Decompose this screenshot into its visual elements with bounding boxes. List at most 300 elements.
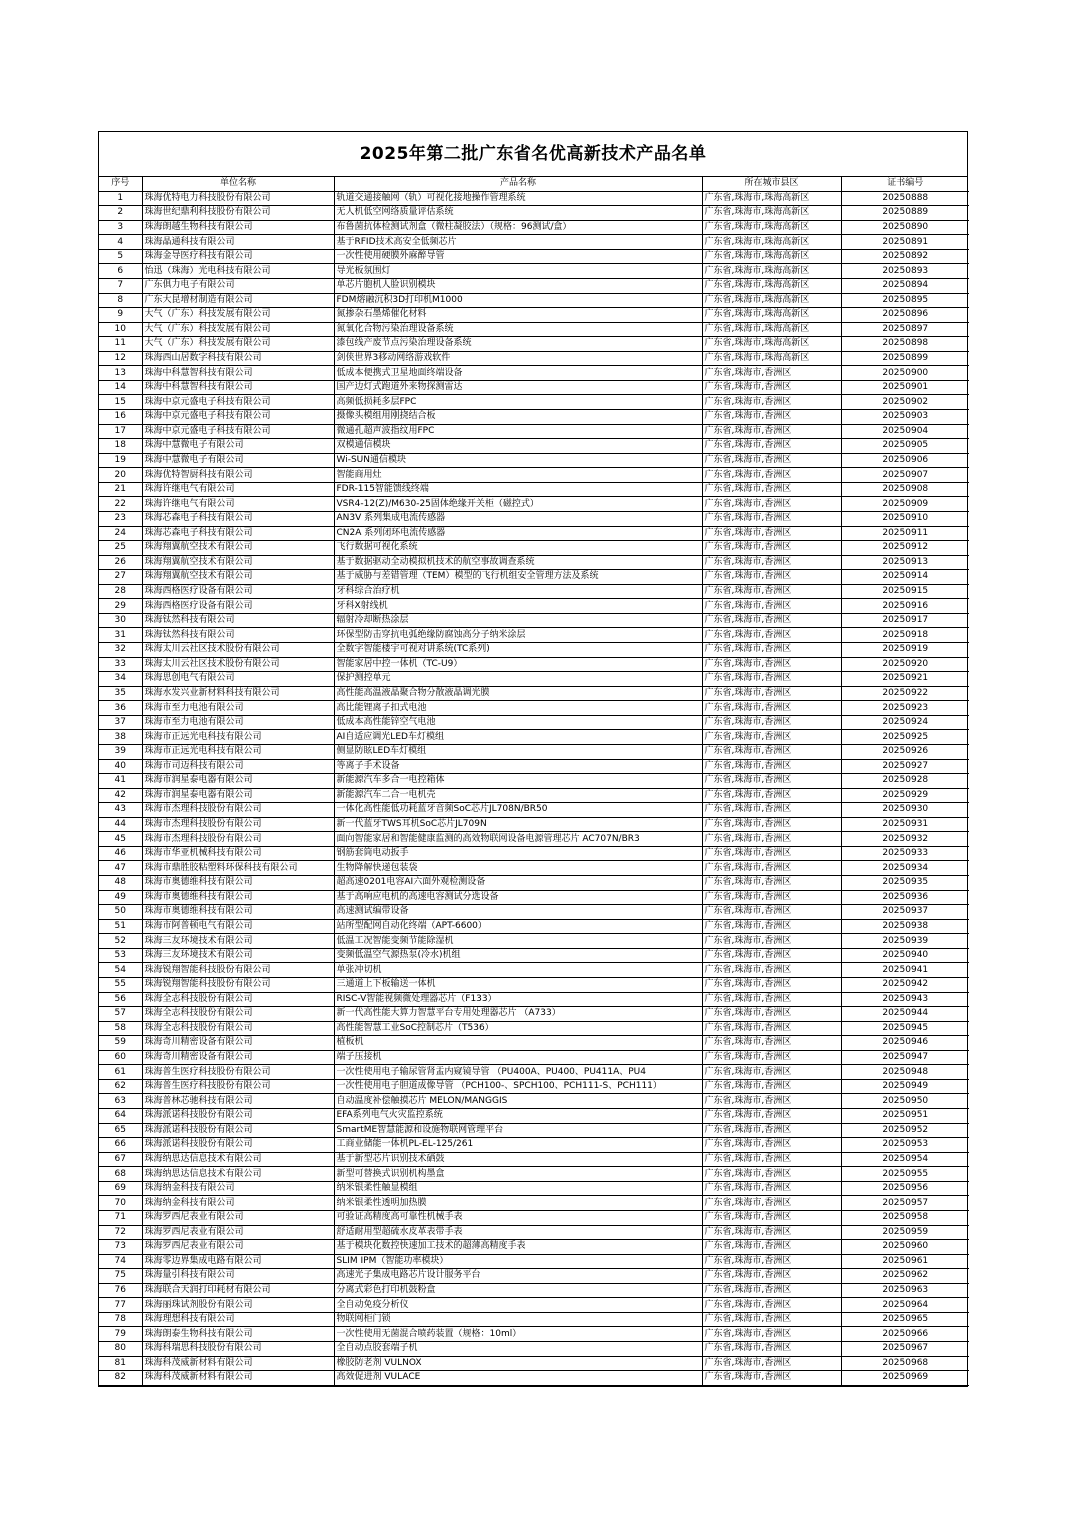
unit-name-cell: 珠海市至力电池有限公司: [142, 701, 334, 716]
product-name-cell: FDR-115智能馈线终端: [334, 482, 702, 497]
city-district-cell: 广东省,珠海市,香洲区: [702, 1036, 841, 1051]
seq-cell: 8: [99, 293, 142, 308]
city-district-cell: 广东省,珠海市,珠海高新区: [702, 322, 841, 337]
table-row: [99, 482, 969, 497]
certificate-no-cell: 20250937: [841, 905, 969, 920]
product-name-cell: 低成本便携式卫星地面终端设备: [334, 366, 702, 381]
city-district-cell: 广东省,珠海市,香洲区: [702, 876, 841, 891]
city-district-cell: 广东省,珠海市,香洲区: [702, 1065, 841, 1080]
unit-name-cell: 珠海罗西尼表业有限公司: [142, 1240, 334, 1255]
table-row: [99, 1109, 969, 1124]
seq-cell: 42: [99, 788, 142, 803]
certificate-no-cell: 20250913: [841, 555, 969, 570]
certificate-no-cell: 20250891: [841, 235, 969, 250]
city-district-cell: 广东省,珠海市,香洲区: [702, 1079, 841, 1094]
seq-cell: 3: [99, 220, 142, 235]
unit-name-cell: 珠海纳思达信息技术有限公司: [142, 1167, 334, 1182]
city-district-cell: 广东省,珠海市,珠海高新区: [702, 206, 841, 221]
unit-name-cell: 珠海丽珠试剂股份有限公司: [142, 1298, 334, 1313]
seq-cell: 1: [99, 191, 142, 206]
unit-name-cell: 珠海中科慧智科技有限公司: [142, 380, 334, 395]
city-district-cell: 广东省,珠海市,香洲区: [702, 1269, 841, 1284]
certificate-no-cell: 20250938: [841, 919, 969, 934]
city-district-cell: 广东省,珠海市,珠海高新区: [702, 278, 841, 293]
product-name-cell: EFA系列电气火灾监控系统: [334, 1109, 702, 1124]
product-name-cell: 分离式彩色打印机鼓粉盒: [334, 1283, 702, 1298]
unit-name-cell: 珠海市润星泰电器有限公司: [142, 774, 334, 789]
header-seq: 序号: [99, 177, 142, 191]
certificate-no-cell: 20250906: [841, 453, 969, 468]
unit-name-cell: 珠海中京元盛电子科技有限公司: [142, 410, 334, 425]
certificate-no-cell: 20250893: [841, 264, 969, 279]
seq-cell: 9: [99, 308, 142, 323]
table-row: [99, 337, 969, 352]
unit-name-cell: 珠海普生医疗科技股份有限公司: [142, 1079, 334, 1094]
table-row: [99, 584, 969, 599]
product-name-cell: 高效促进剂 VULACE: [334, 1371, 702, 1386]
certificate-no-cell: 20250960: [841, 1240, 969, 1255]
product-name-cell: 牙科综合治疗机: [334, 584, 702, 599]
unit-name-cell: 珠海许继电气有限公司: [142, 482, 334, 497]
city-district-cell: 广东省,珠海市,香洲区: [702, 774, 841, 789]
certificate-no-cell: 20250894: [841, 278, 969, 293]
seq-cell: 44: [99, 817, 142, 832]
product-name-cell: 工商业储能一体机PL-EL-125/261: [334, 1138, 702, 1153]
table-row: [99, 1152, 969, 1167]
certificate-no-cell: 20250888: [841, 191, 969, 206]
unit-name-cell: 珠海锐翔智能科技股份有限公司: [142, 977, 334, 992]
product-name-cell: 可验证高精度高可靠性机械手表: [334, 1210, 702, 1225]
city-district-cell: 广东省,珠海市,香洲区: [702, 424, 841, 439]
seq-cell: 10: [99, 322, 142, 337]
seq-cell: 63: [99, 1094, 142, 1109]
certificate-no-cell: 20250941: [841, 963, 969, 978]
unit-name-cell: 珠海太川云社区技术股份有限公司: [142, 643, 334, 658]
table-row: [99, 1298, 969, 1313]
product-list-sheet: [98, 131, 968, 1387]
unit-name-cell: 珠海西格医疗设备有限公司: [142, 599, 334, 614]
table-row: [99, 1342, 969, 1357]
seq-cell: 54: [99, 963, 142, 978]
table-row: [99, 832, 969, 847]
unit-name-cell: 珠海翔翼航空技术有限公司: [142, 555, 334, 570]
seq-cell: 57: [99, 1007, 142, 1022]
certificate-no-cell: 20250947: [841, 1050, 969, 1065]
table-row: [99, 1167, 969, 1182]
product-name-cell: 单芯片胞机人脸识别模块: [334, 278, 702, 293]
table-row: [99, 1327, 969, 1342]
seq-cell: 70: [99, 1196, 142, 1211]
product-name-cell: 自动温度补偿触摸芯片 MELON/MANGGIS: [334, 1094, 702, 1109]
unit-name-cell: 珠海中慧微电子有限公司: [142, 453, 334, 468]
city-district-cell: 广东省,珠海市,香洲区: [702, 1021, 841, 1036]
table-row: [99, 1210, 969, 1225]
table-row: [99, 570, 969, 585]
certificate-no-cell: 20250905: [841, 439, 969, 454]
city-district-cell: 广东省,珠海市,珠海高新区: [702, 308, 841, 323]
product-name-cell: 一次性使用电子输尿管肾盂内窥镜导管 （PU400A、PU400、PU411A、PU4: [334, 1065, 702, 1080]
city-district-cell: 广东省,珠海市,香洲区: [702, 1094, 841, 1109]
city-district-cell: 广东省,珠海市,香洲区: [702, 468, 841, 483]
certificate-no-cell: 20250889: [841, 206, 969, 221]
product-name-cell: 高速测试编带设备: [334, 905, 702, 920]
city-district-cell: 广东省,珠海市,珠海高新区: [702, 235, 841, 250]
table-row: [99, 803, 969, 818]
unit-name-cell: 珠海纳思达信息技术有限公司: [142, 1152, 334, 1167]
certificate-no-cell: 20250921: [841, 672, 969, 687]
unit-name-cell: 珠海派诺科技股份有限公司: [142, 1123, 334, 1138]
certificate-no-cell: 20250908: [841, 482, 969, 497]
product-name-cell: 国产边灯式跑道外来物探测雷达: [334, 380, 702, 395]
city-district-cell: 广东省,珠海市,香洲区: [702, 788, 841, 803]
seq-cell: 82: [99, 1371, 142, 1386]
product-name-cell: 保护测控单元: [334, 672, 702, 687]
unit-name-cell: 珠海金导医疗科技有限公司: [142, 249, 334, 264]
city-district-cell: 广东省,珠海市,香洲区: [702, 628, 841, 643]
product-name-cell: 剑侠世界3移动网络游戏软件: [334, 351, 702, 366]
certificate-no-cell: 20250914: [841, 570, 969, 585]
table-row: [99, 453, 969, 468]
unit-name-cell: 珠海市奥德维科技有限公司: [142, 905, 334, 920]
table-row: [99, 468, 969, 483]
unit-name-cell: 珠海西格医疗设备有限公司: [142, 584, 334, 599]
certificate-no-cell: 20250969: [841, 1371, 969, 1386]
unit-name-cell: 珠海罗西尼表业有限公司: [142, 1225, 334, 1240]
product-name-cell: 牙科X射线机: [334, 599, 702, 614]
table-header-row: [99, 177, 969, 191]
city-district-cell: 广东省,珠海市,香洲区: [702, 453, 841, 468]
unit-name-cell: 珠海全志科技股份有限公司: [142, 1007, 334, 1022]
city-district-cell: 广东省,珠海市,珠海高新区: [702, 351, 841, 366]
header-city-district: 所在城市县区: [702, 177, 841, 191]
city-district-cell: 广东省,珠海市,珠海高新区: [702, 249, 841, 264]
certificate-no-cell: 20250954: [841, 1152, 969, 1167]
seq-cell: 71: [99, 1210, 142, 1225]
certificate-no-cell: 20250926: [841, 744, 969, 759]
product-name-cell: 导光板氛围灯: [334, 264, 702, 279]
product-name-cell: 纳米银柔性透明加热膜: [334, 1196, 702, 1211]
seq-cell: 78: [99, 1312, 142, 1327]
unit-name-cell: 珠海普生医疗科技股份有限公司: [142, 1065, 334, 1080]
table-row: [99, 1312, 969, 1327]
seq-cell: 15: [99, 395, 142, 410]
city-district-cell: 广东省,珠海市,香洲区: [702, 759, 841, 774]
city-district-cell: 广东省,珠海市,香洲区: [702, 526, 841, 541]
seq-cell: 80: [99, 1342, 142, 1357]
certificate-no-cell: 20250930: [841, 803, 969, 818]
product-name-cell: 新能源汽车二合一电机壳: [334, 788, 702, 803]
certificate-no-cell: 20250963: [841, 1283, 969, 1298]
unit-name-cell: 珠海三友环境技术有限公司: [142, 948, 334, 963]
certificate-no-cell: 20250942: [841, 977, 969, 992]
product-name-cell: 微通孔超声波指纹用FPC: [334, 424, 702, 439]
city-district-cell: 广东省,珠海市,香洲区: [702, 686, 841, 701]
unit-name-cell: 珠海联合天润打印耗材有限公司: [142, 1283, 334, 1298]
table-row: [99, 1079, 969, 1094]
unit-name-cell: 珠海科茂威新材料有限公司: [142, 1371, 334, 1386]
table-row: [99, 395, 969, 410]
city-district-cell: 广东省,珠海市,香洲区: [702, 613, 841, 628]
table-row: [99, 730, 969, 745]
city-district-cell: 广东省,珠海市,香洲区: [702, 948, 841, 963]
seq-cell: 12: [99, 351, 142, 366]
unit-name-cell: 珠海中科慧智科技有限公司: [142, 366, 334, 381]
table-row: [99, 526, 969, 541]
certificate-no-cell: 20250918: [841, 628, 969, 643]
seq-cell: 20: [99, 468, 142, 483]
city-district-cell: 广东省,珠海市,香洲区: [702, 584, 841, 599]
certificate-no-cell: 20250967: [841, 1342, 969, 1357]
seq-cell: 36: [99, 701, 142, 716]
unit-name-cell: 珠海芯森电子科技有限公司: [142, 511, 334, 526]
city-district-cell: 广东省,珠海市,香洲区: [702, 1283, 841, 1298]
city-district-cell: 广东省,珠海市,香洲区: [702, 1181, 841, 1196]
certificate-no-cell: 20250935: [841, 876, 969, 891]
product-name-cell: 橡胶防老剂 VULNOX: [334, 1356, 702, 1371]
seq-cell: 55: [99, 977, 142, 992]
city-district-cell: 广东省,珠海市,香洲区: [702, 992, 841, 1007]
seq-cell: 18: [99, 439, 142, 454]
city-district-cell: 广东省,珠海市,香洲区: [702, 730, 841, 745]
certificate-no-cell: 20250931: [841, 817, 969, 832]
seq-cell: 16: [99, 410, 142, 425]
seq-cell: 61: [99, 1065, 142, 1080]
seq-cell: 31: [99, 628, 142, 643]
table-row: [99, 1036, 969, 1051]
product-name-cell: 超高速0201电容AI六面外观检测设备: [334, 876, 702, 891]
seq-cell: 4: [99, 235, 142, 250]
seq-cell: 29: [99, 599, 142, 614]
table-row: [99, 1021, 969, 1036]
unit-name-cell: 珠海市奥德维科技有限公司: [142, 890, 334, 905]
product-name-cell: 全自动点胶套端子机: [334, 1342, 702, 1357]
table-row: [99, 1050, 969, 1065]
table-row: [99, 861, 969, 876]
product-name-cell: CN2A 系列闭环电流传感器: [334, 526, 702, 541]
table-row: [99, 1196, 969, 1211]
unit-name-cell: 珠海中慧微电子有限公司: [142, 439, 334, 454]
certificate-no-cell: 20250907: [841, 468, 969, 483]
certificate-no-cell: 20250943: [841, 992, 969, 1007]
seq-cell: 74: [99, 1254, 142, 1269]
seq-cell: 69: [99, 1181, 142, 1196]
table-row: [99, 948, 969, 963]
certificate-no-cell: 20250901: [841, 380, 969, 395]
table-row: [99, 963, 969, 978]
table-row: [99, 191, 969, 206]
certificate-no-cell: 20250965: [841, 1312, 969, 1327]
unit-name-cell: 珠海翔翼航空技术有限公司: [142, 570, 334, 585]
city-district-cell: 广东省,珠海市,香洲区: [702, 541, 841, 556]
unit-name-cell: 珠海朗泰生物科技有限公司: [142, 1327, 334, 1342]
table-row: [99, 1356, 969, 1371]
certificate-no-cell: 20250890: [841, 220, 969, 235]
certificate-no-cell: 20250919: [841, 643, 969, 658]
seq-cell: 58: [99, 1021, 142, 1036]
certificate-no-cell: 20250910: [841, 511, 969, 526]
certificate-no-cell: 20250958: [841, 1210, 969, 1225]
unit-name-cell: 珠海市阿普顿电气有限公司: [142, 919, 334, 934]
certificate-no-cell: 20250892: [841, 249, 969, 264]
product-name-cell: 一次性使用无菌混合喷药装置（规格：10ml）: [334, 1327, 702, 1342]
certificate-no-cell: 20250955: [841, 1167, 969, 1182]
unit-name-cell: 珠海纳金科技有限公司: [142, 1196, 334, 1211]
certificate-no-cell: 20250949: [841, 1079, 969, 1094]
city-district-cell: 广东省,珠海市,香洲区: [702, 1123, 841, 1138]
product-name-cell: 新能源汽车多合一电控箱体: [334, 774, 702, 789]
table-row: [99, 774, 969, 789]
seq-cell: 46: [99, 846, 142, 861]
city-district-cell: 广东省,珠海市,香洲区: [702, 1312, 841, 1327]
product-name-cell: 轨道交通接触网（轨）可视化接地操作管理系统: [334, 191, 702, 206]
table-row: [99, 686, 969, 701]
seq-cell: 76: [99, 1283, 142, 1298]
table-row: [99, 206, 969, 221]
unit-name-cell: 珠海优特电力科技股份有限公司: [142, 191, 334, 206]
seq-cell: 6: [99, 264, 142, 279]
city-district-cell: 广东省,珠海市,香洲区: [702, 439, 841, 454]
table-row: [99, 249, 969, 264]
certificate-no-cell: 20250927: [841, 759, 969, 774]
city-district-cell: 广东省,珠海市,香洲区: [702, 1240, 841, 1255]
unit-name-cell: 珠海优特智厨科技有限公司: [142, 468, 334, 483]
city-district-cell: 广东省,珠海市,香洲区: [702, 861, 841, 876]
table-row: [99, 511, 969, 526]
table-row: [99, 1094, 969, 1109]
seq-cell: 77: [99, 1298, 142, 1313]
product-name-cell: 辐射冷却断热涂层: [334, 613, 702, 628]
table-row: [99, 613, 969, 628]
product-name-cell: 环保型防击穿抗电弧绝缘防腐蚀高分子纳米涂层: [334, 628, 702, 643]
table-row: [99, 934, 969, 949]
city-district-cell: 广东省,珠海市,香洲区: [702, 803, 841, 818]
city-district-cell: 广东省,珠海市,香洲区: [702, 599, 841, 614]
table-row: [99, 744, 969, 759]
table-row: [99, 235, 969, 250]
certificate-no-cell: 20250911: [841, 526, 969, 541]
unit-name-cell: 珠海科茂威新材料有限公司: [142, 1356, 334, 1371]
unit-name-cell: 珠海中京元盛电子科技有限公司: [142, 424, 334, 439]
certificate-no-cell: 20250924: [841, 715, 969, 730]
product-name-cell: 高频低损耗多层FPC: [334, 395, 702, 410]
product-name-cell: SmartME智慧能源和设施物联网管理平台: [334, 1123, 702, 1138]
city-district-cell: 广东省,珠海市,珠海高新区: [702, 191, 841, 206]
product-name-cell: 智能家居中控一体机（TC-U9）: [334, 657, 702, 672]
product-name-cell: 高性能智慧工业SoC控制芯片（T536）: [334, 1021, 702, 1036]
seq-cell: 23: [99, 511, 142, 526]
product-name-cell: 新型可替换式识别机构墨盒: [334, 1167, 702, 1182]
product-name-cell: 摄像头模组用刚挠结合板: [334, 410, 702, 425]
product-name-cell: 纳米银柔性触显模组: [334, 1181, 702, 1196]
product-name-cell: RISC-V智能视频微处理器芯片（F133）: [334, 992, 702, 1007]
seq-cell: 33: [99, 657, 142, 672]
unit-name-cell: 珠海晶通科技有限公司: [142, 235, 334, 250]
certificate-no-cell: 20250929: [841, 788, 969, 803]
certificate-no-cell: 20250936: [841, 890, 969, 905]
unit-name-cell: 珠海思创电气有限公司: [142, 672, 334, 687]
product-name-cell: 漆包线产废节点污染治理设备系统: [334, 337, 702, 352]
seq-cell: 73: [99, 1240, 142, 1255]
table-row: [99, 1007, 969, 1022]
product-name-cell: 无人机低空网络质量评估系统: [334, 206, 702, 221]
table-row: [99, 555, 969, 570]
product-name-cell: 基于威胁与差错管理（TEM）模型的飞行机组安全管理方法及系统: [334, 570, 702, 585]
certificate-no-cell: 20250917: [841, 613, 969, 628]
certificate-no-cell: 20250896: [841, 308, 969, 323]
seq-cell: 52: [99, 934, 142, 949]
unit-name-cell: 珠海市正远光电科技有限公司: [142, 744, 334, 759]
certificate-no-cell: 20250961: [841, 1254, 969, 1269]
table-row: [99, 380, 969, 395]
table-row: [99, 672, 969, 687]
certificate-no-cell: 20250968: [841, 1356, 969, 1371]
seq-cell: 41: [99, 774, 142, 789]
unit-name-cell: 大气（广东）科技发展有限公司: [142, 337, 334, 352]
product-name-cell: 单张冲切机: [334, 963, 702, 978]
seq-cell: 81: [99, 1356, 142, 1371]
seq-cell: 32: [99, 643, 142, 658]
table-row: [99, 1225, 969, 1240]
product-name-cell: 面向智能家居和智能健康监测的高效物联网设备电源管理芯片 AC707N/BR3: [334, 832, 702, 847]
certificate-no-cell: 20250933: [841, 846, 969, 861]
table-row: [99, 424, 969, 439]
product-table: [99, 177, 969, 1386]
table-row: [99, 1138, 969, 1153]
certificate-no-cell: 20250909: [841, 497, 969, 512]
certificate-no-cell: 20250916: [841, 599, 969, 614]
product-name-cell: 物联网柜门锁: [334, 1312, 702, 1327]
seq-cell: 49: [99, 890, 142, 905]
seq-cell: 19: [99, 453, 142, 468]
city-district-cell: 广东省,珠海市,香洲区: [702, 410, 841, 425]
certificate-no-cell: 20250928: [841, 774, 969, 789]
certificate-no-cell: 20250895: [841, 293, 969, 308]
table-row: [99, 1269, 969, 1284]
unit-name-cell: 珠海普林芯驰科技有限公司: [142, 1094, 334, 1109]
product-name-cell: 新一代蓝牙TWS耳机SoC芯片JL709N: [334, 817, 702, 832]
seq-cell: 22: [99, 497, 142, 512]
unit-name-cell: 珠海锐翔智能科技股份有限公司: [142, 963, 334, 978]
city-district-cell: 广东省,珠海市,香洲区: [702, 701, 841, 716]
seq-cell: 75: [99, 1269, 142, 1284]
city-district-cell: 广东省,珠海市,香洲区: [702, 1167, 841, 1182]
table-row: [99, 657, 969, 672]
city-district-cell: 广东省,珠海市,香洲区: [702, 511, 841, 526]
certificate-no-cell: 20250939: [841, 934, 969, 949]
certificate-no-cell: 20250920: [841, 657, 969, 672]
city-district-cell: 广东省,珠海市,香洲区: [702, 395, 841, 410]
certificate-no-cell: 20250932: [841, 832, 969, 847]
seq-cell: 68: [99, 1167, 142, 1182]
unit-name-cell: 珠海量引科技有限公司: [142, 1269, 334, 1284]
table-row: [99, 992, 969, 1007]
certificate-no-cell: 20250950: [841, 1094, 969, 1109]
seq-cell: 39: [99, 744, 142, 759]
certificate-no-cell: 20250897: [841, 322, 969, 337]
unit-name-cell: 珠海钛然科技有限公司: [142, 628, 334, 643]
table-row: [99, 541, 969, 556]
document-title: 2025年第二批广东省名优高新技术产品名单: [99, 132, 967, 177]
unit-name-cell: 广东俱力电子有限公司: [142, 278, 334, 293]
unit-name-cell: 珠海世纪鼎利科技股份有限公司: [142, 206, 334, 221]
certificate-no-cell: 20250898: [841, 337, 969, 352]
unit-name-cell: 珠海市司迈科技有限公司: [142, 759, 334, 774]
city-district-cell: 广东省,珠海市,香洲区: [702, 482, 841, 497]
unit-name-cell: 珠海科瑞思科技股份有限公司: [142, 1342, 334, 1357]
product-name-cell: 侧显防眩LED车灯模组: [334, 744, 702, 759]
table-row: [99, 1371, 969, 1386]
city-district-cell: 广东省,珠海市,香洲区: [702, 366, 841, 381]
